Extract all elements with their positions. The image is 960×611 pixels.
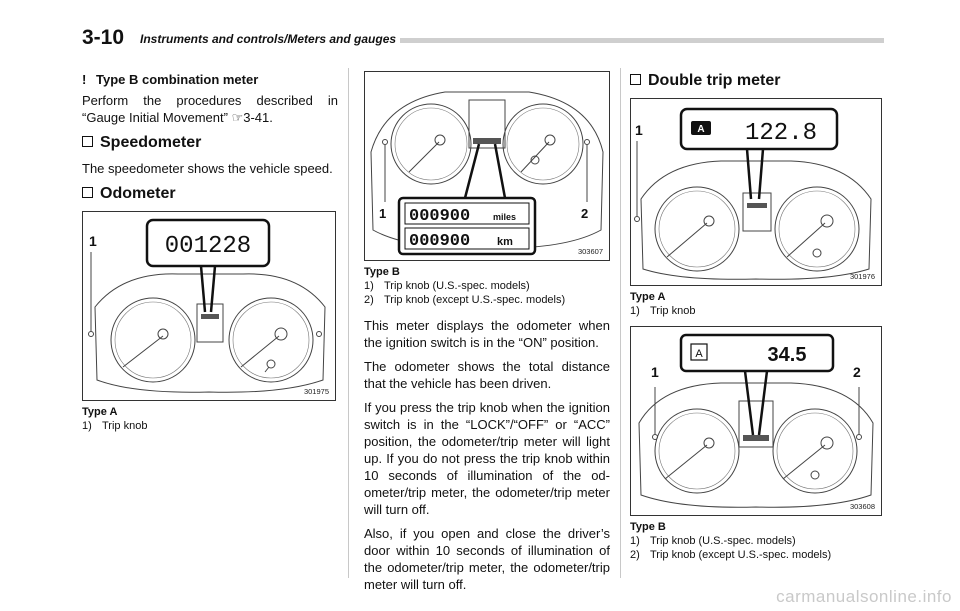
odometer-heading: Odometer bbox=[82, 184, 338, 204]
odometer-miles-display: 000900 bbox=[409, 207, 471, 226]
column-right bbox=[630, 71, 882, 562]
caption-item: 1) Trip knob bbox=[630, 305, 696, 317]
caption-type: Type B bbox=[364, 266, 400, 278]
caption-item: 1) Trip knob bbox=[82, 420, 148, 432]
figure-caption bbox=[364, 265, 610, 307]
section-box-icon bbox=[630, 74, 641, 85]
callout-label: 1 bbox=[635, 122, 643, 138]
figure-odometer-type-a bbox=[82, 211, 336, 401]
odometer-km-display: 000900 bbox=[409, 232, 471, 251]
caption-type: Type A bbox=[630, 291, 666, 303]
meter-illustration bbox=[631, 327, 881, 515]
header-rule bbox=[400, 38, 884, 43]
trip-display: 122.8 bbox=[744, 120, 818, 147]
paragraph: Also, if you open and close the driver’s door within 10 seconds of illumination of the odometer/trip meter, the odometer/trip meter will turn off. bbox=[364, 526, 610, 592]
caption-item: 1) Trip knob (U.S.-spec. models) bbox=[630, 535, 796, 547]
callout-label: 1 bbox=[89, 233, 97, 249]
column-left bbox=[82, 71, 338, 433]
unit-miles: miles bbox=[493, 212, 517, 222]
paragraph: The odometer shows the total distance that the vehicle has been driven. bbox=[364, 359, 610, 391]
meter-illustration bbox=[83, 212, 335, 400]
unit-km: km bbox=[497, 236, 513, 248]
figure-code: 301975 bbox=[303, 387, 329, 396]
column-middle bbox=[364, 71, 610, 600]
caption-type: Type B bbox=[630, 521, 666, 533]
meter-illustration bbox=[631, 99, 881, 285]
section-box-icon bbox=[82, 136, 93, 147]
figure-code: 301976 bbox=[849, 272, 875, 281]
bullet-heading: ! Type B combination meter bbox=[82, 72, 259, 87]
caption-type: Type A bbox=[82, 406, 118, 418]
odometer-display: 001228 bbox=[164, 233, 252, 260]
figure-code: 303607 bbox=[577, 247, 603, 256]
paragraph: This meter displays the odometer when the ignition switch is in the “ON” position. bbox=[364, 318, 610, 350]
speedometer-paragraph: The speedometer shows the vehicle speed. bbox=[82, 161, 333, 176]
column-divider bbox=[620, 68, 621, 578]
callout-label-2: 2 bbox=[853, 364, 861, 380]
caption-item: 2) Trip knob (except U.S.-spec. models) bbox=[364, 294, 566, 306]
figure-trip-type-a bbox=[630, 98, 882, 286]
page-header bbox=[82, 26, 884, 50]
trip-a-badge: A bbox=[695, 348, 703, 360]
figure-odometer-type-b bbox=[364, 71, 610, 261]
figure-trip-type-b bbox=[630, 326, 882, 516]
figure-code: 303608 bbox=[849, 502, 875, 511]
figure-caption bbox=[630, 290, 882, 318]
section-title: Instruments and controls/Meters and gauges bbox=[140, 32, 397, 46]
callout-label-1: 1 bbox=[379, 206, 387, 221]
caption-item: 2) Trip knob (except U.S.-spec. models) bbox=[630, 549, 832, 561]
column-divider bbox=[348, 68, 349, 578]
trip-a-badge: A bbox=[697, 124, 705, 135]
speedometer-heading: Speedometer bbox=[82, 133, 338, 153]
trip-display: 34.5 bbox=[767, 344, 807, 366]
paragraph: If you press the trip knob when the ignition switch is in the “LOCK”/“OFF” or “ACC” position, the odometer/trip meter will light up. If you do not press the trip knob within 10 seconds of illumination of the od-ometer/trip meter, the odometer/trip meter will turn off. bbox=[364, 400, 610, 517]
watermark: carmanualsonline.info bbox=[776, 587, 952, 606]
odometer-body-text bbox=[364, 317, 610, 593]
intro-paragraph: Perform the procedures described in “Gauge Initial Movement” ☞3-41. bbox=[82, 93, 338, 125]
caption-item: 1) Trip knob (U.S.-spec. models) bbox=[364, 280, 530, 292]
callout-label-2: 2 bbox=[581, 206, 589, 221]
meter-illustration bbox=[365, 72, 609, 260]
page-number: 3-10 bbox=[82, 26, 125, 49]
callout-label-1: 1 bbox=[651, 364, 659, 380]
figure-caption bbox=[82, 405, 338, 433]
figure-caption bbox=[630, 520, 882, 562]
double-trip-heading: Double trip meter bbox=[630, 71, 882, 91]
bullet-icon: ! bbox=[82, 72, 87, 87]
section-box-icon bbox=[82, 187, 93, 198]
